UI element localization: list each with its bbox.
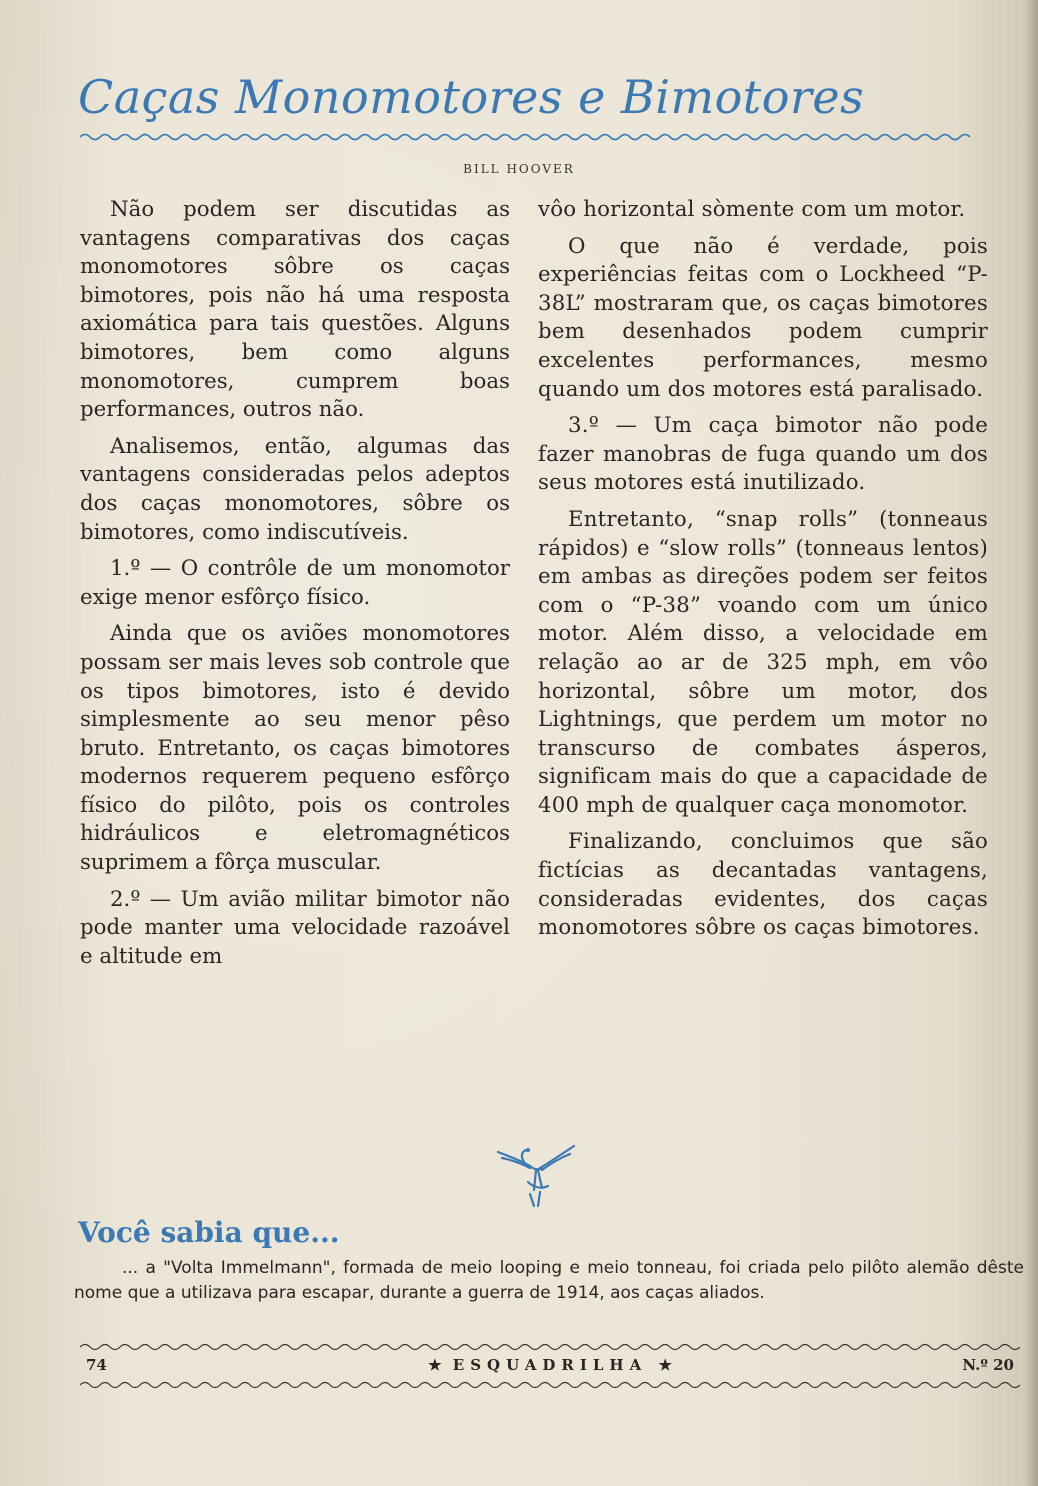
paragraph: Ainda que os aviões monomotores possam ser mais leves sob controle que os tipos bimotores, isto é devido simplesmente ao seu menor pêso bruto. Entretanto, os caças bimotores modernos requerem pequeno esfôrço físico do pilôto, pois os controles hidráulicos e eletromagnéticos suprimem a fôrça muscular. xyxy=(80,621,510,876)
right-text-column xyxy=(538,196,988,951)
magazine-name-line xyxy=(80,1356,1020,1374)
stylized-bird-aircraft-icon xyxy=(494,1138,578,1210)
left-text-column xyxy=(80,196,510,979)
page-edge-shadow xyxy=(1024,0,1038,1486)
page-number: 74 xyxy=(86,1356,107,1374)
aside-heading: Você sabia que... xyxy=(78,1216,340,1249)
article-title: Caças Monomotores e Bimotores xyxy=(78,70,865,124)
star-icon: ★ xyxy=(428,1356,442,1374)
title-wavy-rule xyxy=(80,132,970,142)
paragraph: Entretanto, “snap rolls” (tonneaus rápidos) e “slow rolls” (tonneaus lentos) em ambas as direções podem ser feitos com o “P-38” voando com um único motor. Além disso, a velocidade em relação ao ar de 325 mph, em vôo horizontal, sôbre um motor, dos Lightnings, que perdem um motor no transcurso de combates ásperos, significam mais do que a capacidade de 400 mph de qualquer caça monomotor. xyxy=(538,506,988,818)
paragraph: 1.º — O contrôle de um monomotor exige menor esfôrço físico. xyxy=(80,556,510,610)
paragraph: 2.º — Um avião militar bimotor não pode manter uma velocidade razoável e altitude em xyxy=(80,886,510,969)
footer-top-wavy-rule xyxy=(80,1342,1020,1352)
article-author: BILL HOOVER xyxy=(463,162,575,176)
paragraph: vôo horizontal sòmente com um motor. xyxy=(538,197,966,222)
paragraph: O que não é verdade, pois experiências feitas com o Lockheed “P-38L” mostraram que, os caças bimotores bem desenhados podem cumprir excelentes performances, mesmo quando um dos motores está paralisado. xyxy=(538,233,988,402)
paragraph: Finalizando, concluimos que são fictícias as decantadas vantagens, consideradas evidentes, dos caças monomotores sôbre os caças bimotores. xyxy=(538,829,988,941)
footer-bottom-wavy-rule xyxy=(80,1380,1020,1390)
issue-number: N.º 20 xyxy=(962,1356,1014,1374)
magazine-name: ESQUADRILHA xyxy=(452,1356,648,1374)
paragraph: Não podem ser discutidas as vantagens comparativas dos caças monomotores sôbre os caças bimotores, pois não há uma resposta axiomática para tais questões. Alguns bimotores, bem como alguns monomotores, cumprem boas performances, outros não. xyxy=(80,197,510,423)
page-footer xyxy=(80,1354,1020,1378)
paragraph: Analisemos, então, algumas das vantagens consideradas pelos adeptos dos caças monomotores, sôbre os bimotores, como indiscutíveis. xyxy=(80,433,510,545)
star-icon: ★ xyxy=(658,1356,672,1374)
paragraph: 3.º — Um caça bimotor não pode fazer manobras de fuga quando um dos seus motores está inutilizado. xyxy=(538,413,988,496)
aside-text: ... a "Volta Immelmann", formada de meio looping e meio tonneau, foi criada pelo pilôto alemão dêste nome que a utilizava para escapar, durante a guerra de 1914, aos caças aliados. xyxy=(74,1258,1024,1303)
